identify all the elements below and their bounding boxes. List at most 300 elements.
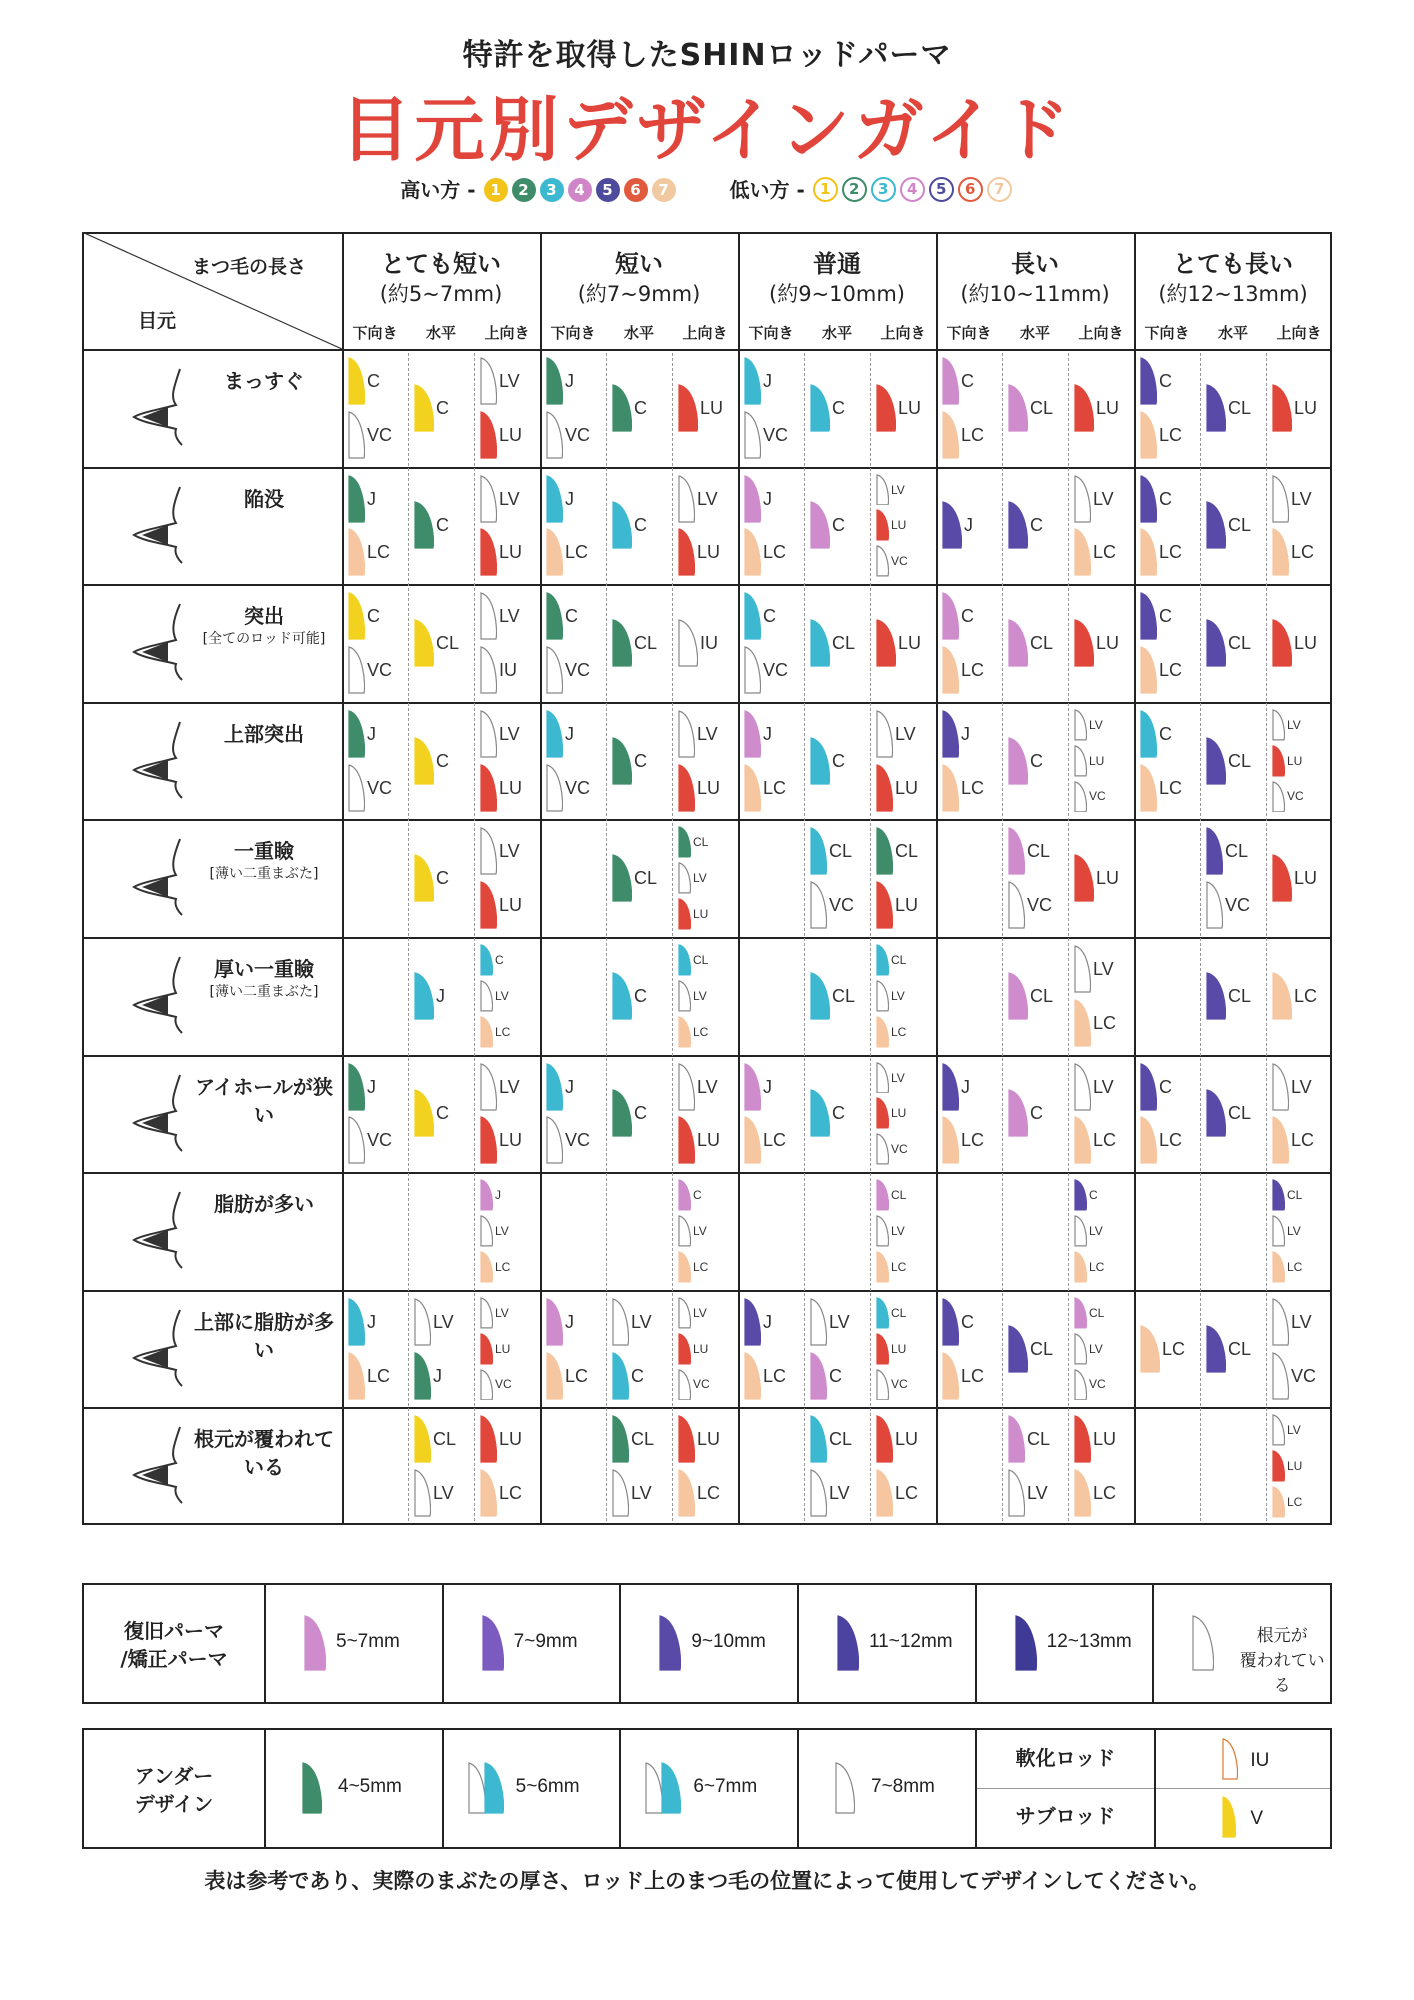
rod-code: LC bbox=[367, 542, 391, 563]
rod-shape bbox=[1140, 764, 1157, 812]
rod-code: IU bbox=[700, 633, 718, 653]
rod-shape bbox=[876, 474, 889, 506]
key-text: 7~9mm bbox=[513, 1631, 578, 1652]
rod-shape bbox=[678, 1297, 691, 1329]
rod-shape bbox=[612, 1469, 629, 1517]
rod-shape bbox=[348, 646, 365, 694]
rod-code: J bbox=[964, 515, 973, 536]
key-rod-shape bbox=[484, 1762, 504, 1814]
direction-label: 水平 bbox=[425, 324, 456, 342]
rod-code: LU bbox=[895, 777, 919, 798]
rod-shape bbox=[1008, 737, 1028, 785]
key-text: 4~5mm bbox=[338, 1776, 402, 1797]
subcolumn-divider bbox=[606, 353, 607, 1521]
rod-code: LV bbox=[1089, 717, 1103, 732]
key-col-divider bbox=[1154, 1730, 1156, 1847]
rod-code: CL bbox=[1030, 985, 1054, 1006]
rod-code: LU bbox=[697, 777, 721, 798]
low-dot-7: 7 bbox=[987, 177, 1012, 202]
subcolumn-divider bbox=[408, 353, 409, 1521]
subcolumn-divider bbox=[1002, 353, 1003, 1521]
direction-label: 下向き bbox=[550, 324, 596, 342]
rod-code: VC bbox=[565, 659, 591, 680]
rod-code: C bbox=[436, 750, 449, 771]
rod-code: C bbox=[631, 1365, 644, 1386]
rod-shape bbox=[480, 1179, 493, 1211]
rod-shape bbox=[480, 1469, 497, 1517]
rod-code: CL bbox=[1228, 515, 1252, 536]
eye-profile-icon bbox=[130, 1073, 190, 1153]
key-text: 5~6mm bbox=[515, 1776, 580, 1797]
rod-shape bbox=[480, 944, 493, 976]
rod-shape bbox=[1140, 592, 1157, 640]
rod-shape bbox=[810, 1415, 827, 1463]
rod-code: LV bbox=[693, 871, 707, 886]
row-label bbox=[194, 1308, 334, 1364]
rod-shape bbox=[1140, 710, 1157, 758]
row-label bbox=[194, 485, 334, 513]
rod-shape bbox=[876, 619, 896, 667]
direction-label: 水平 bbox=[623, 324, 654, 342]
rod-shape bbox=[678, 1469, 695, 1517]
sub-rod-shape bbox=[1222, 1796, 1236, 1838]
eye-profile-icon bbox=[130, 1425, 190, 1505]
rod-shape bbox=[348, 411, 365, 459]
rod-shape bbox=[810, 972, 830, 1020]
eye-profile-icon bbox=[130, 1190, 190, 1270]
row-divider bbox=[82, 1407, 1332, 1409]
rod-shape bbox=[1074, 619, 1094, 667]
rod-code: LU bbox=[1096, 633, 1120, 653]
rod-shape bbox=[546, 357, 563, 405]
rod-shape bbox=[480, 528, 497, 576]
column-name: 長い bbox=[1011, 250, 1059, 278]
rod-code: LU bbox=[895, 895, 919, 916]
rod-code: LC bbox=[1093, 1130, 1117, 1151]
low-dot-4: 4 bbox=[900, 177, 925, 202]
rod-shape bbox=[348, 592, 365, 640]
rod-code: C bbox=[367, 606, 380, 627]
rod-shape bbox=[744, 646, 761, 694]
rod-shape bbox=[1074, 528, 1091, 576]
rod-shape bbox=[612, 619, 632, 667]
rod-code: CL bbox=[891, 952, 907, 967]
rod-code: C bbox=[832, 397, 845, 418]
rod-shape bbox=[744, 411, 761, 459]
rod-code: LC bbox=[763, 777, 787, 798]
rod-shape bbox=[1140, 1063, 1157, 1111]
rod-code: C bbox=[436, 515, 449, 536]
rod-shape bbox=[744, 528, 761, 576]
rod-code: J bbox=[565, 1311, 574, 1332]
key-text: 9~10mm bbox=[691, 1631, 766, 1652]
rod-code: LC bbox=[499, 1483, 523, 1504]
row-label-text: 突出 bbox=[244, 604, 284, 629]
row-divider bbox=[82, 1290, 1332, 1292]
rod-code: LV bbox=[499, 488, 520, 509]
rod-code: J bbox=[565, 488, 574, 509]
rod-shape bbox=[480, 980, 493, 1012]
rod-code: J bbox=[367, 488, 376, 509]
key-text: 6~7mm bbox=[693, 1776, 758, 1797]
rod-shape bbox=[612, 737, 632, 785]
rod-shape bbox=[942, 1116, 959, 1164]
rod-code: LV bbox=[1093, 488, 1114, 509]
rod-shape bbox=[1206, 827, 1223, 875]
height-dot-1: 1 bbox=[484, 178, 508, 202]
key-cell bbox=[442, 1585, 620, 1702]
rod-code: LC bbox=[693, 1259, 709, 1274]
rod-shape bbox=[810, 881, 827, 929]
rod-code: LV bbox=[693, 988, 707, 1003]
height-dot-5: 5 bbox=[596, 178, 620, 202]
rod-shape bbox=[810, 827, 827, 875]
rod-code: LV bbox=[433, 1483, 454, 1504]
subcolumn-divider bbox=[1068, 353, 1069, 1521]
rod-shape bbox=[1272, 1414, 1285, 1446]
eye-profile-icon bbox=[130, 602, 190, 682]
rod-code: C bbox=[961, 370, 974, 391]
rod-shape bbox=[1008, 619, 1028, 667]
soft-rod-label: 軟化ロッド bbox=[1015, 1746, 1116, 1770]
direction-label: 上向き bbox=[1078, 324, 1124, 342]
rod-code: LC bbox=[895, 1483, 919, 1504]
rod-shape bbox=[546, 592, 563, 640]
key-rod-shape bbox=[302, 1762, 322, 1814]
rod-shape bbox=[810, 501, 830, 549]
rod-code: C bbox=[1030, 1103, 1043, 1124]
row-label-text: 厚い一重瞼 bbox=[214, 957, 314, 981]
rod-code: LU bbox=[898, 397, 922, 418]
rod-code: LV bbox=[697, 488, 718, 509]
rod-code: VC bbox=[367, 777, 393, 798]
eye-profile-icon bbox=[130, 1308, 190, 1388]
rod-shape bbox=[546, 1298, 563, 1346]
rod-shape bbox=[678, 475, 695, 523]
rod-shape bbox=[480, 1297, 493, 1329]
subcolumn-divider bbox=[1266, 353, 1267, 1521]
rod-code: LC bbox=[495, 1024, 511, 1039]
rod-shape bbox=[1074, 745, 1087, 777]
eye-profile-icon bbox=[130, 485, 190, 565]
rod-code: LV bbox=[631, 1311, 652, 1332]
rod-shape bbox=[942, 411, 959, 459]
rod-code: LU bbox=[499, 424, 523, 445]
rod-shape bbox=[876, 1133, 889, 1165]
rod-code: J bbox=[565, 370, 574, 391]
rod-shape bbox=[480, 1251, 493, 1283]
rod-code: LU bbox=[697, 1429, 721, 1450]
rod-shape bbox=[1074, 1469, 1091, 1517]
rod-shape bbox=[1074, 781, 1087, 813]
rod-shape bbox=[480, 764, 497, 812]
corner-diagonal bbox=[82, 232, 342, 349]
rod-shape bbox=[546, 764, 563, 812]
rod-shape bbox=[744, 592, 761, 640]
rod-shape bbox=[1074, 999, 1091, 1047]
rod-shape bbox=[546, 1063, 563, 1111]
rod-code: LU bbox=[1294, 868, 1318, 889]
corner-bottom-label: 目元 bbox=[138, 310, 177, 332]
rod-code: LV bbox=[829, 1311, 850, 1332]
key-cell bbox=[264, 1585, 442, 1702]
subcolumn-divider bbox=[804, 353, 805, 1521]
rod-shape bbox=[1272, 1486, 1285, 1518]
low-dot-1: 1 bbox=[813, 177, 838, 202]
rod-code: LU bbox=[891, 518, 907, 533]
rod-shape bbox=[744, 1298, 761, 1346]
rod-code: LC bbox=[763, 1130, 787, 1151]
rod-code: C bbox=[961, 1311, 974, 1332]
row-divider bbox=[82, 937, 1332, 939]
rod-shape bbox=[678, 826, 691, 858]
rod-shape bbox=[876, 1415, 893, 1463]
low-label: 低い方 - bbox=[729, 178, 805, 202]
subcolumn-divider bbox=[870, 353, 871, 1521]
rod-code: CL bbox=[433, 1429, 457, 1450]
direction-label: 水平 bbox=[821, 324, 852, 342]
rod-code: LC bbox=[1093, 542, 1117, 563]
rod-shape bbox=[1206, 384, 1226, 432]
rod-code: CL bbox=[1228, 985, 1252, 1006]
rod-code: LC bbox=[1159, 424, 1183, 445]
row-label-text: アイホールが狭い bbox=[195, 1074, 333, 1127]
sub-rod-code: V bbox=[1250, 1808, 1263, 1829]
rod-shape bbox=[1140, 528, 1157, 576]
rod-shape bbox=[480, 646, 497, 694]
rod-shape bbox=[1272, 972, 1292, 1020]
rod-code: LV bbox=[1291, 1076, 1312, 1097]
rod-code: CL bbox=[693, 952, 709, 967]
rod-code: LC bbox=[1291, 1130, 1315, 1151]
rod-code: VC bbox=[763, 424, 789, 445]
rod-code: LV bbox=[1291, 1311, 1312, 1332]
eye-profile-icon bbox=[130, 837, 190, 917]
rod-shape bbox=[876, 1369, 889, 1401]
rod-shape bbox=[1074, 854, 1094, 902]
rod-shape bbox=[810, 737, 830, 785]
rod-code: LU bbox=[499, 777, 523, 798]
under-design-key bbox=[82, 1728, 1332, 1849]
rod-shape bbox=[1140, 1325, 1160, 1373]
rod-code: LU bbox=[693, 907, 709, 922]
rod-code: VC bbox=[1089, 789, 1106, 804]
rod-shape bbox=[942, 764, 959, 812]
rod-code: LC bbox=[891, 1024, 907, 1039]
key-row-divider bbox=[977, 1788, 1330, 1789]
direction-label: 下向き bbox=[352, 324, 398, 342]
row-label-text: 上部突出 bbox=[224, 721, 304, 746]
key-cell bbox=[442, 1730, 620, 1847]
rod-shape bbox=[678, 944, 691, 976]
rod-shape bbox=[414, 1352, 431, 1400]
rod-code: CL bbox=[1027, 841, 1051, 862]
rod-shape bbox=[744, 710, 761, 758]
rod-shape bbox=[414, 972, 434, 1020]
rod-code: J bbox=[763, 1076, 772, 1097]
rod-shape bbox=[1272, 475, 1289, 523]
row-label bbox=[194, 837, 334, 883]
rod-shape bbox=[942, 1063, 959, 1111]
rod-shape bbox=[612, 1352, 629, 1400]
rod-code: VC bbox=[1225, 895, 1251, 916]
footer-note: 表は参考であり、実際のまぶたの厚さ、ロッド上のまつ毛の位置によって使用してデザインしてください。 bbox=[204, 1869, 1210, 1893]
rod-shape bbox=[942, 1352, 959, 1400]
rod-code: LC bbox=[961, 1365, 985, 1386]
rod-code: C bbox=[832, 750, 845, 771]
rod-code: VC bbox=[763, 659, 789, 680]
rod-code: LU bbox=[697, 542, 721, 563]
column-range: (約9~10mm) bbox=[769, 282, 905, 306]
rod-shape bbox=[546, 411, 563, 459]
rod-code: LU bbox=[697, 1130, 721, 1151]
rod-code: C bbox=[634, 750, 647, 771]
rod-shape bbox=[1206, 501, 1226, 549]
rod-shape bbox=[612, 1415, 629, 1463]
key-rod-shape bbox=[837, 1615, 859, 1671]
rod-shape bbox=[414, 501, 434, 549]
eye-profile-icon bbox=[130, 955, 190, 1035]
rod-code: LC bbox=[1093, 1012, 1117, 1033]
low-dot-5: 5 bbox=[929, 177, 954, 202]
rod-shape bbox=[942, 357, 959, 405]
rod-shape bbox=[480, 1333, 493, 1365]
key-text: 7~8mm bbox=[871, 1776, 935, 1797]
rod-shape bbox=[1008, 1089, 1028, 1137]
column-divider bbox=[540, 232, 542, 1525]
rod-shape bbox=[942, 592, 959, 640]
rod-shape bbox=[744, 764, 761, 812]
rod-shape bbox=[876, 710, 893, 758]
rod-code: LC bbox=[1159, 659, 1183, 680]
row-label-text: 上部に脂肪が多い bbox=[194, 1309, 334, 1362]
rod-code: VC bbox=[891, 1142, 908, 1157]
rod-code: CL bbox=[436, 633, 460, 653]
rod-code: VC bbox=[565, 1130, 591, 1151]
rod-code: LV bbox=[433, 1311, 454, 1332]
rod-code: VC bbox=[367, 659, 393, 680]
rod-shape bbox=[480, 475, 497, 523]
rod-code: LV bbox=[891, 988, 905, 1003]
rod-code: LU bbox=[1287, 1459, 1303, 1474]
rod-shape bbox=[678, 710, 695, 758]
rod-code: VC bbox=[1089, 1377, 1106, 1392]
rod-shape bbox=[1008, 827, 1025, 875]
rod-code: J bbox=[436, 985, 445, 1006]
rod-code: C bbox=[832, 1103, 845, 1124]
key-cell bbox=[619, 1730, 797, 1847]
rod-shape bbox=[480, 881, 497, 929]
rod-shape bbox=[876, 1297, 889, 1329]
rod-shape bbox=[810, 1089, 830, 1137]
rod-code: CL bbox=[829, 1429, 853, 1450]
rod-code: C bbox=[634, 397, 647, 418]
rod-shape bbox=[348, 1063, 365, 1111]
rod-code: CL bbox=[891, 1305, 907, 1320]
header-divider bbox=[82, 349, 1332, 351]
rod-code: LV bbox=[693, 1224, 707, 1238]
rod-code: J bbox=[495, 1188, 501, 1203]
rod-shape bbox=[744, 1063, 761, 1111]
rod-shape bbox=[1074, 1063, 1091, 1111]
rod-code: LU bbox=[693, 1341, 709, 1356]
rod-shape bbox=[678, 764, 695, 812]
rod-code: LV bbox=[1093, 1076, 1114, 1097]
rod-code: LV bbox=[1089, 1224, 1103, 1238]
rod-shape bbox=[1008, 1325, 1028, 1373]
rod-code: LU bbox=[895, 1429, 919, 1450]
rod-code: LC bbox=[1287, 1259, 1303, 1274]
rod-code: VC bbox=[495, 1377, 512, 1392]
eye-profile-icon bbox=[130, 367, 190, 447]
rod-shape bbox=[876, 1251, 889, 1283]
rod-code: VC bbox=[1027, 895, 1053, 916]
rod-code: LU bbox=[499, 1429, 523, 1450]
high-label: 高い方 - bbox=[400, 178, 476, 202]
rod-shape bbox=[678, 862, 691, 894]
rod-shape bbox=[480, 1016, 493, 1048]
rod-code: CL bbox=[1030, 633, 1054, 653]
rod-shape bbox=[414, 1298, 431, 1346]
rod-code: C bbox=[1089, 1188, 1098, 1203]
rod-code: C bbox=[1159, 370, 1172, 391]
column-name: とても短い bbox=[381, 250, 501, 278]
rod-code: LV bbox=[1291, 488, 1312, 509]
column-range: (約5~7mm) bbox=[379, 282, 503, 306]
rod-shape bbox=[1272, 1179, 1285, 1211]
rod-shape bbox=[348, 357, 365, 405]
rod-shape bbox=[348, 1298, 365, 1346]
rod-shape bbox=[348, 710, 365, 758]
rod-shape bbox=[876, 1097, 889, 1129]
rod-shape bbox=[810, 1298, 827, 1346]
direction-label: 水平 bbox=[1217, 324, 1248, 342]
subcolumn-divider bbox=[474, 353, 475, 1521]
rod-shape bbox=[480, 1369, 493, 1401]
row-label bbox=[194, 602, 334, 648]
rod-shape bbox=[678, 1333, 691, 1365]
rod-shape bbox=[480, 827, 497, 875]
rod-code: LV bbox=[829, 1483, 850, 1504]
rod-shape bbox=[678, 980, 691, 1012]
rod-code: C bbox=[436, 868, 449, 889]
rod-code: LV bbox=[499, 606, 520, 627]
rod-code: LC bbox=[961, 659, 985, 680]
rod-code: C bbox=[565, 606, 578, 627]
low-dot-6: 6 bbox=[958, 177, 983, 202]
key-cell bbox=[797, 1730, 975, 1847]
key-cell bbox=[1152, 1585, 1330, 1702]
rod-shape bbox=[414, 737, 434, 785]
rod-shape bbox=[1272, 1251, 1285, 1283]
rod-shape bbox=[876, 509, 889, 541]
rod-shape bbox=[1140, 646, 1157, 694]
rod-shape bbox=[876, 1062, 889, 1094]
rod-shape bbox=[1206, 619, 1226, 667]
rod-shape bbox=[612, 1089, 632, 1137]
rod-shape bbox=[612, 501, 632, 549]
direction-label: 上向き bbox=[880, 324, 926, 342]
rod-shape bbox=[1272, 528, 1289, 576]
rod-code: LU bbox=[499, 1130, 523, 1151]
rod-code: LV bbox=[1287, 1423, 1301, 1438]
rod-shape bbox=[942, 501, 962, 549]
rod-shape bbox=[1272, 745, 1285, 777]
rod-code: VC bbox=[565, 424, 591, 445]
height-dot-6: 6 bbox=[624, 178, 648, 202]
rod-code: LC bbox=[1294, 985, 1318, 1006]
rod-shape bbox=[678, 1063, 695, 1111]
